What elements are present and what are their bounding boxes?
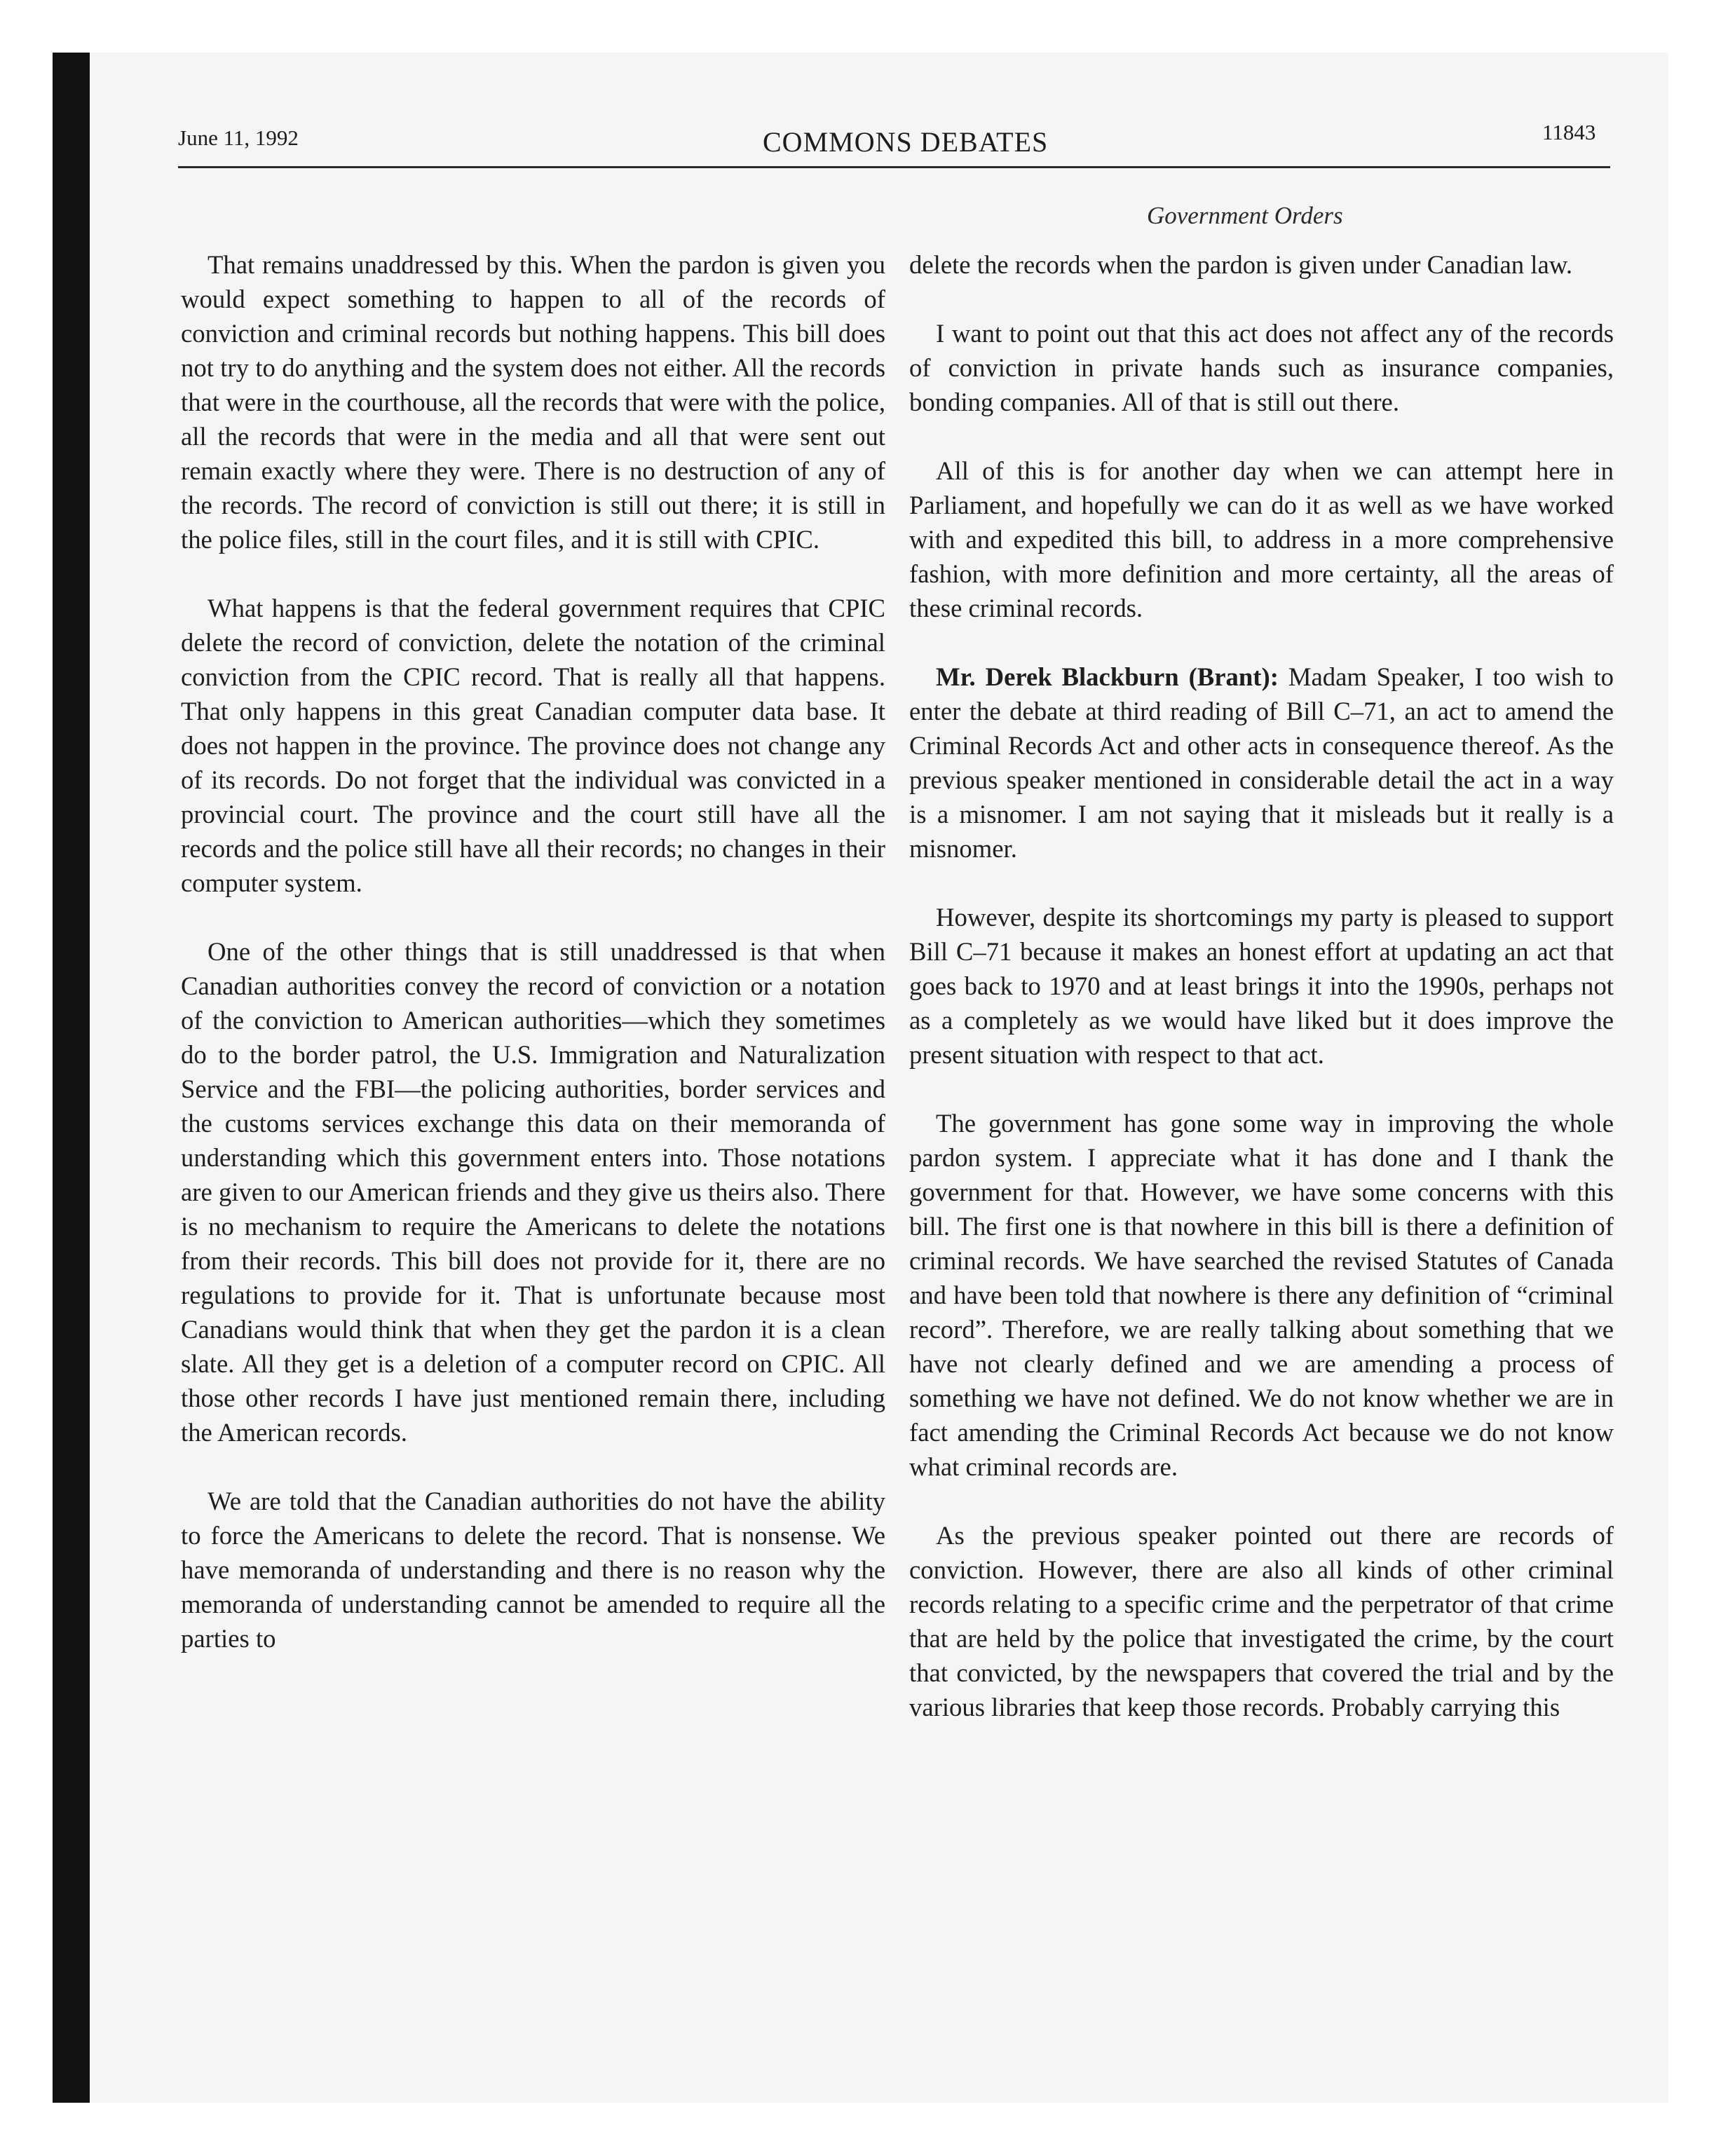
speaker-name: Mr. Derek Blackburn (Brant):	[936, 662, 1279, 691]
paragraph: As the previous speaker pointed out there are records of conviction. However, there are also all kinds of other criminal records relating to a specific crime and the perpetrator of that crime that are held by the police that investigated the crime, by the court that convicted, by the newspapers that covered the trial and by the various libraries that keep those records. Probably carrying this	[909, 1521, 1614, 1721]
speaker-text: Madam Speaker, I too wish to enter the debate at third reading of Bill C–71, an act to amend the Criminal Records Act and other acts in consequence thereof. As the previous speaker mentioned in considerable detail the act in a way is a misnomer. I am not saying that it misleads but it really is a misnomer.	[909, 662, 1614, 863]
scan-binding-edge	[53, 53, 90, 2103]
document-page	[90, 53, 1668, 2103]
paragraph: However, despite its shortcomings my party is pleased to support Bill C–71 because it makes an honest effort at updating an act that goes back to 1970 and at least brings it into the 1990s, perhaps not as a completely as we would have liked but it does improve the present situation with respect to that act.	[909, 903, 1614, 1069]
paragraph: All of this is for another day when we can attempt here in Parliament, and hopefully we can do it as well as we have worked with and expedited this bill, to address in a more comprehensive fashion, with more definition and more certainty, all the areas of these criminal records.	[909, 456, 1614, 622]
paragraph: I want to point out that this act does not affect any of the records of conviction in private hands such as insurance companies, bonding companies. All of that is still out there.	[909, 319, 1614, 416]
paragraph: We are told that the Canadian authorities do not have the ability to force the Americans to delete the record. That is nonsense. We have memoranda of understanding and there is no reason why the memoranda of understanding cannot be amended to require all the parties to	[181, 1487, 885, 1653]
speaker-paragraph	[909, 660, 1614, 866]
continued-paragraph: delete the records when the pardon is given under Canadian law.	[909, 250, 1573, 279]
section-label: Government Orders	[1147, 202, 1343, 229]
paragraph: That remains unaddressed by this. When the pardon is given you would expect something to happen to all of the records of conviction and criminal records but nothing happens. This bill does not try to do anything and the system does not either. All the records that were in the courthouse, all the records that were with the police, all the records that were in the media and all that were sent out remain exactly where they were. There is no destruction of any of the records. The record of conviction is still out there; it is still in the police files, still in the court files, and it is still with CPIC.	[181, 250, 885, 554]
header-date: June 11, 1992	[178, 125, 299, 150]
paragraph: One of the other things that is still unaddressed is that when Canadian authorities convey the record of conviction or a notation of the conviction to American authorities—which they sometimes do to the border patrol, the U.S. Immigration and Naturalization Service and the FBI—the policing authorities, border services and the customs services exchange this data on their memoranda of understanding which this government enters into. Those notations are given to our American friends and they give us theirs also. There is no mechanism to require the Americans to delete the notations from their records. This bill does not provide for it, there are no regulations to provide for it. That is unfortunate because most Canadians would think that when they get the pardon it is a clean slate. All they get is a deletion of a computer record on CPIC. All those other records I have just mentioned remain there, including the American records.	[181, 937, 885, 1447]
paragraph: What happens is that the federal government requires that CPIC delete the record of conviction, delete the notation of the criminal conviction from the CPIC record. That is really all that happens. That only happens in this great Canadian computer data base. It does not happen in the province. The province does not change any of its records. Do not forget that the individual was convicted in a provincial court. The province and the court still have all the records and the police still have all their records; no changes in their computer system.	[181, 594, 885, 897]
header-title: COMMONS DEBATES	[763, 126, 1049, 158]
left-column	[181, 247, 885, 1690]
header-rule	[178, 166, 1610, 168]
paragraph: The government has gone some way in improving the whole pardon system. I appreciate what it has done and I thank the government for that. However, we have some concerns with this bill. The first one is that nowhere in this bill is there a definition of criminal records. We have searched the revised Statutes of Canada and have been told that nowhere is there any definition of “criminal record”. Therefore, we are really talking about something that we have not clearly defined and we are amending a process of something we have not defined. We do not know whether we are in fact amending the Criminal Records Act because we do not know what criminal records are.	[909, 1109, 1614, 1481]
header-page-number: 11843	[1542, 120, 1596, 144]
right-column	[909, 247, 1614, 1759]
